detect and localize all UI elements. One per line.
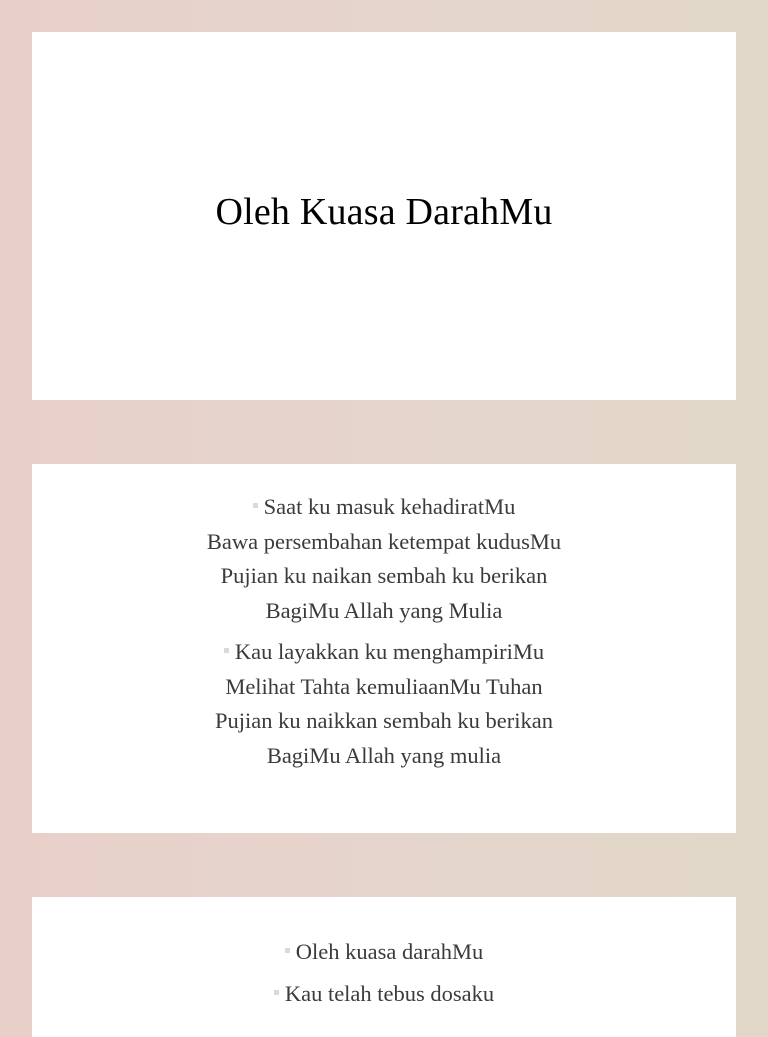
lyric-line: Bawa persembahan ketempat kudusMu bbox=[206, 528, 562, 554]
lyric-line: Kau layakkan ku menghampiriMu bbox=[32, 635, 736, 670]
lyric-line: BagiMu Allah yang mulia bbox=[266, 742, 502, 768]
stanza bbox=[32, 977, 736, 1012]
slide-lyrics-verse bbox=[32, 464, 736, 833]
slide-title bbox=[32, 32, 736, 400]
bullet-icon bbox=[224, 648, 229, 653]
lyric-line: Saat ku masuk kehadiratMu bbox=[32, 490, 736, 525]
stanza bbox=[32, 635, 736, 773]
bullet-icon bbox=[274, 990, 279, 995]
lyric-line: BagiMu Allah yang Mulia bbox=[265, 597, 503, 623]
lyric-line: Melihat Tahta kemuliaanMu Tuhan bbox=[225, 673, 543, 699]
lyric-line: Oleh kuasa darahMu bbox=[32, 935, 736, 970]
lyric-line: Pujian ku naikan sembah ku berikan bbox=[220, 563, 548, 588]
song-title: Oleh Kuasa DarahMu bbox=[215, 191, 553, 233]
stanza bbox=[32, 490, 736, 628]
bullet-icon bbox=[285, 948, 290, 953]
slide-lyrics-chorus bbox=[32, 897, 736, 1037]
lyric-line: Pujian ku naikkan sembah ku berikan bbox=[214, 708, 554, 733]
lyrics-block bbox=[32, 935, 736, 1018]
stanza bbox=[32, 935, 736, 970]
bullet-icon bbox=[253, 503, 258, 508]
lyrics-block bbox=[32, 490, 736, 780]
lyric-line: Kau telah tebus dosaku bbox=[32, 977, 736, 1012]
